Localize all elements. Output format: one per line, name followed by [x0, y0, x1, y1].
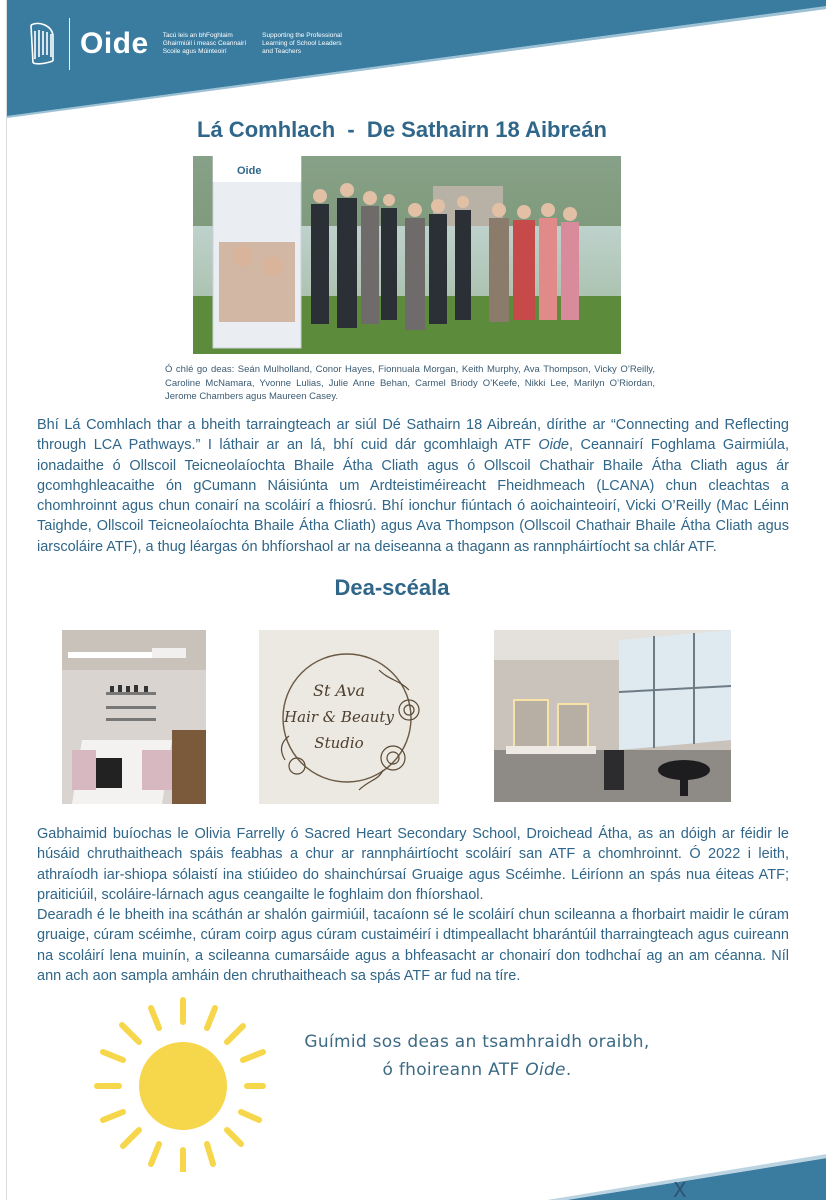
signoff-line-1: Guímid sos deas an tsamhraidh oraibh, [304, 1032, 650, 1052]
tagline-english: Supporting the Professional Learning of School Leaders and Teachers [262, 32, 342, 55]
section2-title: Dea-scéala [334, 575, 450, 600]
section2-paragraph-1: Gabhaimid buíochas le Olivia Farrelly ó Sacred Heart Secondary School, Droichead Átha, as an dóigh ar féidir le húsáid chruthaitheach spáis feabhas a chur ar rannpháirtíocht scoláirí san ATF a chomhroinnt. Ó 2022 i leith, athraíodh iar-shiopa sólaistí ina stiúideo do shainchúrsaí Gruaige agus Scéimhe. Léiríonn an spás nua éiteas ATF; praiticiúil, scoláire-lárnach agus ceangailte le foghlaim don fhíorshaol. Dearadh é le bheith ina scáthán ar shalón gairmiúil, tacaíonn sé le scoláirí chun scileanna a fhorbairt maidir le cúram gruaige, cúram scéimhe, cúram coirp agus cúram custaiméirí i dtimpeallacht bharántúil tharraingteach agus cuireann na scoláirí lena muinín, a scileanna cumarsáide agus a bhfeasacht ar chonairí don todhchaí ag an am céanna. Níl ann ach aon sampla amháin den chruthaitheach sa spás ATF ar fud na tíre. [37, 826, 789, 985]
section1-title: Lá Comhlach - De Sathairn 18 Aibreán [197, 117, 607, 142]
brand-name: Oide [80, 27, 149, 60]
logo-divider [69, 18, 70, 70]
svg-text:Oide: Oide [237, 165, 262, 177]
newsletter-page [6, 0, 826, 1200]
footer-x-mark: X [673, 1178, 687, 1202]
studio-logo-sign [259, 630, 439, 804]
harp-icon [25, 21, 57, 67]
salon-mirrors-photo [494, 630, 731, 802]
sign-line-3: Studio [314, 734, 364, 752]
footer-band [7, 1140, 826, 1200]
oide-emphasis: Oide [538, 437, 569, 454]
group-photo [193, 156, 621, 354]
section2-paragraph-2: Dearadh é le bheith ina scáthán ar shalón gairmiúil, tacaíonn sé le scoláirí chun scileanna a fhorbairt maidir le cúram gruaige, cúram scéimhe, cúram coirp agus cúram custaiméirí i dtimpeallacht bharántúil tharraingteach agus cuireann na scoláirí lena muinín, a scileanna cumarsáide agus a bhfeasacht ar chonairí don todhchaí ag an am céanna. Níl ann ach aon sampla amháin den chruthaitheach sa spás ATF ar fud na tíre. [37, 907, 789, 985]
salon-room-photo [62, 630, 206, 804]
section1-paragraph: Bhí Lá Comhlach thar a bheith tarraingteach ar siúl Dé Sathairn 18 Aibreán, dírithe ar “Connecting and Reflecting through LCA Pathways.” I láthair ar an lá, bhí cuid dár gcomhlaigh ATF Oide, Ceannairí Foghlama Gairmiúla, ionadaithe ó Ollscoil Teicneolaíochta Bhaile Átha Cliath agus ó Ollscoil Chathair Bhaile Átha Cliath agus ár gcomhghleacaithe ón gCumann Náisiúnta um Ardteistiméireacht Fheidhmeach (LCANA) chun cleachtas a chomhroinnt agus chun conairí na scoláirí a fhiosrú. Bhí ionchur fiúntach ó aoichainteoirí, Vicki O’Reilly (Mac Léinn Taighde, Ollscoil Teicneolaíochta Bhaile Átha Cliath) agus Ava Thompson (Ollscoil Chathair Bhaile Átha Cliath agus iarscoláire ATF), a thug léargas ón bhfíorshaol ar na deiseanna a thagann as rannpháirtíocht sa chlár ATF. [37, 417, 789, 555]
tagline-irish: Tacú leis an bhFoghlaim Ghairmiúil i measc Ceannairí Scoile agus Múinteoirí [162, 32, 247, 55]
signoff-line-2: ó fhoireann ATF Oide. [382, 1060, 572, 1080]
sign-line-2: Hair & Beauty [284, 708, 394, 726]
sign-line-1: St Ava [313, 681, 365, 700]
oide-logo[interactable] [25, 16, 342, 72]
photo-caption: Ó chlé go deas: Seán Mulholland, Conor Hayes, Fionnuala Morgan, Keith Murphy, Ava Thompson, Vicky O’Reilly, Caroline McNamara, Yvonne Lulias, Julie Anne Behan, Carmel Briody O’Keefe, Nikki Lee, Marilyn O’Riordan, Jerome Chambers agus Maureen Casey. [165, 364, 655, 402]
